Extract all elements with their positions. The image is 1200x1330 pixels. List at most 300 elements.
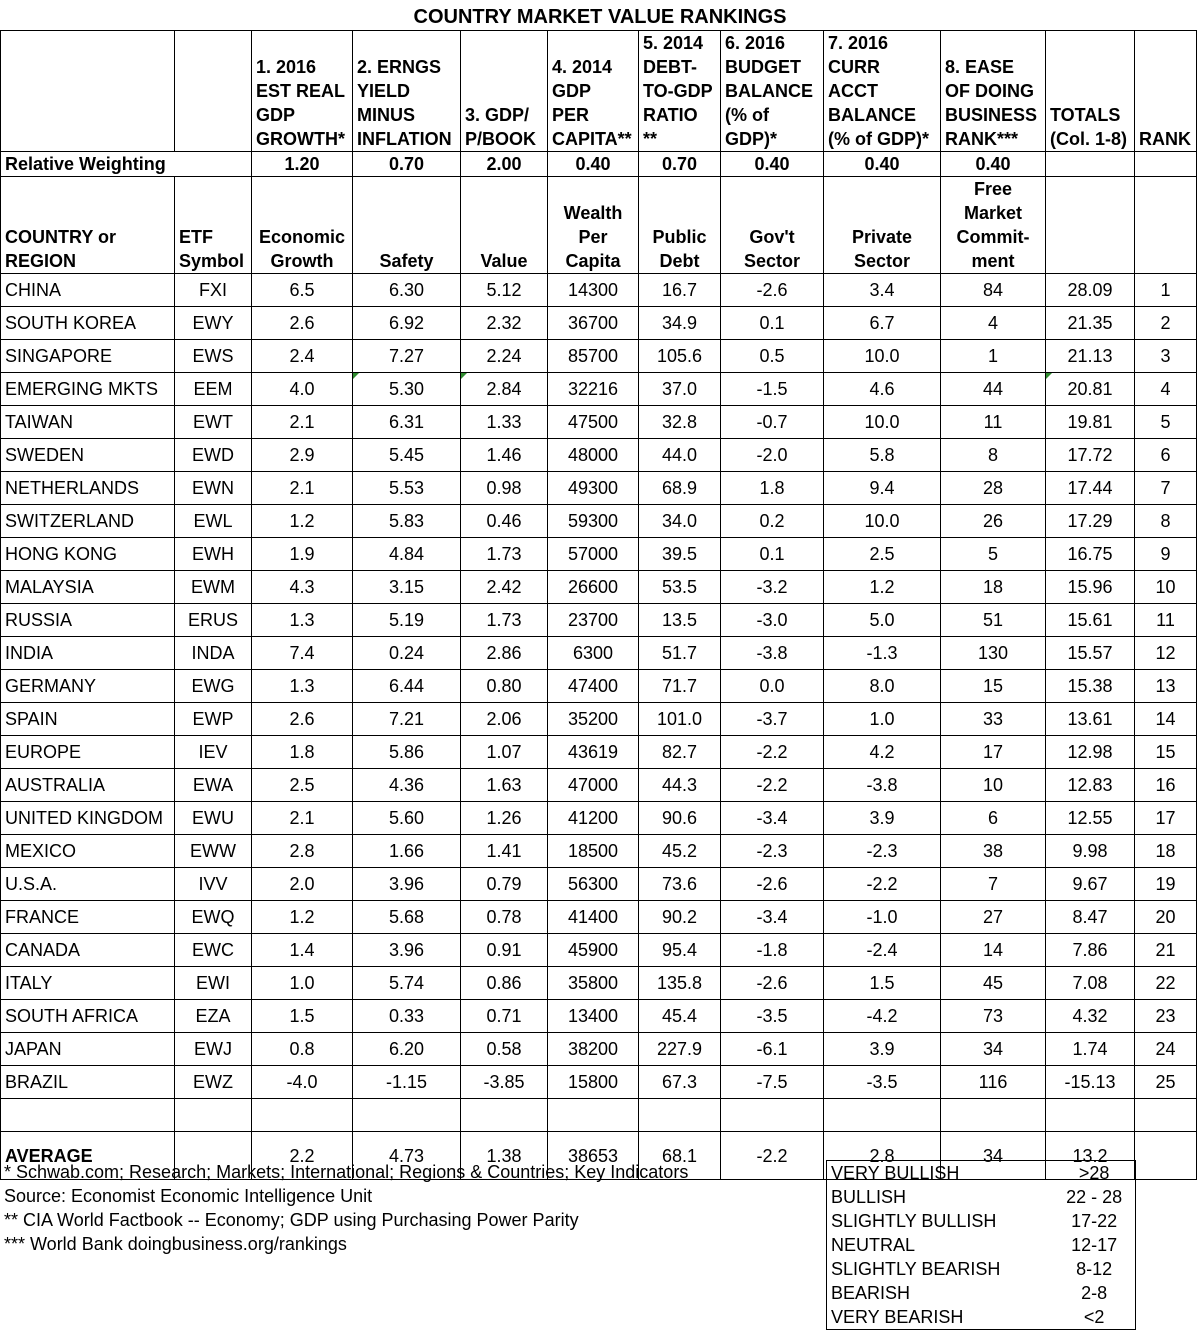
value-cell[interactable]: -3.0 <box>721 604 824 637</box>
value-cell[interactable]: 14 <box>1135 703 1197 736</box>
value-cell[interactable]: 26600 <box>548 571 639 604</box>
value-cell[interactable]: 116 <box>941 1066 1046 1099</box>
value-cell[interactable]: 21.13 <box>1046 340 1135 373</box>
value-cell[interactable]: 35200 <box>548 703 639 736</box>
value-cell[interactable]: 5.45 <box>353 439 461 472</box>
value-cell[interactable]: 1.0 <box>252 967 353 1000</box>
value-cell[interactable]: 47400 <box>548 670 639 703</box>
value-cell[interactable]: 26 <box>941 505 1046 538</box>
value-cell[interactable]: 45.2 <box>639 835 721 868</box>
value-cell[interactable]: 10 <box>1135 571 1197 604</box>
etf-cell[interactable]: INDA <box>175 637 252 670</box>
blank-cell[interactable] <box>175 1099 252 1132</box>
value-cell[interactable]: 90.2 <box>639 901 721 934</box>
value-cell[interactable]: -3.2 <box>721 571 824 604</box>
value-cell[interactable]: -1.8 <box>721 934 824 967</box>
subheader-economic-growth[interactable] <box>252 177 353 274</box>
value-cell[interactable]: 14 <box>941 934 1046 967</box>
value-cell[interactable]: 12.55 <box>1046 802 1135 835</box>
etf-cell[interactable]: EWG <box>175 670 252 703</box>
etf-cell[interactable]: EWD <box>175 439 252 472</box>
blank-cell[interactable] <box>548 1099 639 1132</box>
etf-cell[interactable]: EWP <box>175 703 252 736</box>
value-cell[interactable]: 34.0 <box>639 505 721 538</box>
country-cell[interactable]: SPAIN <box>1 703 175 736</box>
value-cell[interactable]: 12.98 <box>1046 736 1135 769</box>
value-cell[interactable]: 7.08 <box>1046 967 1135 1000</box>
subheader-wealth[interactable] <box>548 177 639 274</box>
country-cell[interactable]: AUSTRALIA <box>1 769 175 802</box>
value-cell[interactable]: 0.8 <box>252 1033 353 1066</box>
value-cell[interactable]: 16 <box>1135 769 1197 802</box>
value-cell[interactable]: -7.5 <box>721 1066 824 1099</box>
value-cell[interactable]: 90.6 <box>639 802 721 835</box>
value-cell[interactable]: 3.15 <box>353 571 461 604</box>
value-cell[interactable]: 51 <box>941 604 1046 637</box>
weight-cell[interactable]: 2.00 <box>461 152 548 177</box>
average-cell[interactable]: -2.2 <box>721 1132 824 1180</box>
value-cell[interactable]: 1.3 <box>252 604 353 637</box>
value-cell[interactable]: 2.5 <box>252 769 353 802</box>
value-cell[interactable]: 33 <box>941 703 1046 736</box>
value-cell[interactable]: 4 <box>1135 373 1197 406</box>
value-cell[interactable]: 0.80 <box>461 670 548 703</box>
value-cell[interactable]: 4.84 <box>353 538 461 571</box>
value-cell[interactable]: 1.63 <box>461 769 548 802</box>
value-cell[interactable]: 7 <box>1135 472 1197 505</box>
etf-cell[interactable]: EWC <box>175 934 252 967</box>
value-cell[interactable]: 135.8 <box>639 967 721 1000</box>
value-cell[interactable]: -4.0 <box>252 1066 353 1099</box>
value-cell[interactable]: -2.3 <box>721 835 824 868</box>
value-cell[interactable]: 23 <box>1135 1000 1197 1033</box>
value-cell[interactable]: 38 <box>941 835 1046 868</box>
header-gdp-growth[interactable] <box>252 31 353 152</box>
value-cell[interactable]: 15.57 <box>1046 637 1135 670</box>
value-cell[interactable]: 1.9 <box>252 538 353 571</box>
value-cell[interactable]: 10.0 <box>824 505 941 538</box>
value-cell[interactable]: 0.1 <box>721 307 824 340</box>
subheader-free-market[interactable] <box>941 177 1046 274</box>
value-cell[interactable]: 10 <box>941 769 1046 802</box>
value-cell[interactable]: 25 <box>1135 1066 1197 1099</box>
value-cell[interactable]: 101.0 <box>639 703 721 736</box>
value-cell[interactable]: 5.86 <box>353 736 461 769</box>
value-cell[interactable]: 2.86 <box>461 637 548 670</box>
weight-blank[interactable] <box>1046 152 1135 177</box>
value-cell[interactable]: 5 <box>941 538 1046 571</box>
subheader-safety[interactable] <box>353 177 461 274</box>
value-cell[interactable]: 6300 <box>548 637 639 670</box>
value-cell[interactable]: 2.84 <box>461 373 548 406</box>
value-cell[interactable]: 45.4 <box>639 1000 721 1033</box>
blank-cell[interactable] <box>353 1099 461 1132</box>
value-cell[interactable]: 3.9 <box>824 802 941 835</box>
value-cell[interactable]: -1.3 <box>824 637 941 670</box>
country-cell[interactable]: NETHERLANDS <box>1 472 175 505</box>
value-cell[interactable]: 22 <box>1135 967 1197 1000</box>
value-cell[interactable]: 2.1 <box>252 406 353 439</box>
value-cell[interactable]: 0.79 <box>461 868 548 901</box>
value-cell[interactable]: 2.6 <box>252 307 353 340</box>
value-cell[interactable]: -3.5 <box>721 1000 824 1033</box>
country-cell[interactable]: ITALY <box>1 967 175 1000</box>
value-cell[interactable]: 0.86 <box>461 967 548 1000</box>
value-cell[interactable]: 8 <box>941 439 1046 472</box>
value-cell[interactable]: 59300 <box>548 505 639 538</box>
value-cell[interactable]: 1.2 <box>824 571 941 604</box>
value-cell[interactable]: -3.8 <box>721 637 824 670</box>
header-curr-acct[interactable] <box>824 31 941 152</box>
country-cell[interactable]: GERMANY <box>1 670 175 703</box>
value-cell[interactable]: 19 <box>1135 868 1197 901</box>
value-cell[interactable]: 6 <box>1135 439 1197 472</box>
value-cell[interactable]: 6.5 <box>252 274 353 307</box>
value-cell[interactable]: 10.0 <box>824 340 941 373</box>
value-cell[interactable]: 0.24 <box>353 637 461 670</box>
value-cell[interactable]: -3.8 <box>824 769 941 802</box>
blank-cell[interactable] <box>252 1099 353 1132</box>
value-cell[interactable]: 9.67 <box>1046 868 1135 901</box>
etf-cell[interactable]: EWI <box>175 967 252 1000</box>
value-cell[interactable]: 1.8 <box>252 736 353 769</box>
value-cell[interactable]: 36700 <box>548 307 639 340</box>
value-cell[interactable]: 3 <box>1135 340 1197 373</box>
value-cell[interactable]: -2.4 <box>824 934 941 967</box>
value-cell[interactable]: 3.4 <box>824 274 941 307</box>
subheader-blank[interactable] <box>1135 177 1197 274</box>
value-cell[interactable]: 1.41 <box>461 835 548 868</box>
value-cell[interactable]: 10.0 <box>824 406 941 439</box>
value-cell[interactable]: 1.8 <box>721 472 824 505</box>
average-cell[interactable]: 2.8 <box>824 1132 941 1180</box>
value-cell[interactable]: 38200 <box>548 1033 639 1066</box>
value-cell[interactable]: 73.6 <box>639 868 721 901</box>
value-cell[interactable]: 6.30 <box>353 274 461 307</box>
country-cell[interactable]: CANADA <box>1 934 175 967</box>
value-cell[interactable]: 227.9 <box>639 1033 721 1066</box>
value-cell[interactable]: 105.6 <box>639 340 721 373</box>
country-cell[interactable]: FRANCE <box>1 901 175 934</box>
average-cell[interactable]: 1.38 <box>461 1132 548 1180</box>
value-cell[interactable]: 4 <box>941 307 1046 340</box>
value-cell[interactable]: 17 <box>1135 802 1197 835</box>
value-cell[interactable]: 17.44 <box>1046 472 1135 505</box>
value-cell[interactable]: 34.9 <box>639 307 721 340</box>
value-cell[interactable]: 3.96 <box>353 868 461 901</box>
header-gdp-per-capita[interactable] <box>548 31 639 152</box>
value-cell[interactable]: 47000 <box>548 769 639 802</box>
subheader-country[interactable] <box>1 177 175 274</box>
value-cell[interactable]: 41200 <box>548 802 639 835</box>
header-rank[interactable]: RANK <box>1135 31 1197 152</box>
value-cell[interactable]: 4.2 <box>824 736 941 769</box>
value-cell[interactable]: 12.83 <box>1046 769 1135 802</box>
value-cell[interactable]: 41400 <box>548 901 639 934</box>
value-cell[interactable]: 4.32 <box>1046 1000 1135 1033</box>
value-cell[interactable]: -2.2 <box>721 769 824 802</box>
value-cell[interactable]: 3.96 <box>353 934 461 967</box>
etf-cell[interactable]: EWS <box>175 340 252 373</box>
value-cell[interactable]: -1.5 <box>721 373 824 406</box>
header-debt-ratio[interactable] <box>639 31 721 152</box>
weighting-label[interactable]: Relative Weighting <box>1 152 252 177</box>
value-cell[interactable]: 48000 <box>548 439 639 472</box>
value-cell[interactable]: 2.06 <box>461 703 548 736</box>
value-cell[interactable]: 15.96 <box>1046 571 1135 604</box>
country-cell[interactable]: UNITED KINGDOM <box>1 802 175 835</box>
etf-cell[interactable]: EWL <box>175 505 252 538</box>
value-cell[interactable]: 47500 <box>548 406 639 439</box>
average-cell[interactable] <box>1135 1132 1197 1180</box>
value-cell[interactable]: 1.2 <box>252 901 353 934</box>
weight-cell[interactable]: 0.40 <box>721 152 824 177</box>
value-cell[interactable]: 5.60 <box>353 802 461 835</box>
etf-cell[interactable]: EWQ <box>175 901 252 934</box>
country-cell[interactable]: SINGAPORE <box>1 340 175 373</box>
country-cell[interactable]: U.S.A. <box>1 868 175 901</box>
value-cell[interactable]: 20.81 <box>1046 373 1135 406</box>
value-cell[interactable]: 0.2 <box>721 505 824 538</box>
value-cell[interactable]: 2 <box>1135 307 1197 340</box>
etf-cell[interactable]: EWY <box>175 307 252 340</box>
header-earnings-yield[interactable] <box>353 31 461 152</box>
value-cell[interactable]: 37.0 <box>639 373 721 406</box>
blank-cell[interactable] <box>1046 1099 1135 1132</box>
value-cell[interactable]: 32.8 <box>639 406 721 439</box>
etf-cell[interactable]: EWT <box>175 406 252 439</box>
value-cell[interactable]: 5.68 <box>353 901 461 934</box>
weight-cell[interactable]: 0.40 <box>941 152 1046 177</box>
value-cell[interactable]: -2.6 <box>721 967 824 1000</box>
value-cell[interactable]: 18500 <box>548 835 639 868</box>
value-cell[interactable]: 9.98 <box>1046 835 1135 868</box>
value-cell[interactable]: 6.92 <box>353 307 461 340</box>
value-cell[interactable]: 6.44 <box>353 670 461 703</box>
value-cell[interactable]: 19.81 <box>1046 406 1135 439</box>
value-cell[interactable]: 16.75 <box>1046 538 1135 571</box>
value-cell[interactable]: -2.0 <box>721 439 824 472</box>
value-cell[interactable]: 49300 <box>548 472 639 505</box>
value-cell[interactable]: 2.1 <box>252 802 353 835</box>
country-cell[interactable]: SOUTH AFRICA <box>1 1000 175 1033</box>
value-cell[interactable]: 13400 <box>548 1000 639 1033</box>
value-cell[interactable]: 6.31 <box>353 406 461 439</box>
value-cell[interactable]: 8.0 <box>824 670 941 703</box>
country-cell[interactable]: EMERGING MKTS <box>1 373 175 406</box>
value-cell[interactable]: 67.3 <box>639 1066 721 1099</box>
value-cell[interactable]: 17.29 <box>1046 505 1135 538</box>
value-cell[interactable]: 51.7 <box>639 637 721 670</box>
value-cell[interactable]: 0.58 <box>461 1033 548 1066</box>
value-cell[interactable]: 6.7 <box>824 307 941 340</box>
value-cell[interactable]: 1.2 <box>252 505 353 538</box>
value-cell[interactable]: 24 <box>1135 1033 1197 1066</box>
value-cell[interactable]: 7 <box>941 868 1046 901</box>
value-cell[interactable]: 4.36 <box>353 769 461 802</box>
value-cell[interactable]: 4.0 <box>252 373 353 406</box>
value-cell[interactable]: 15800 <box>548 1066 639 1099</box>
value-cell[interactable]: 0.5 <box>721 340 824 373</box>
value-cell[interactable]: 5.0 <box>824 604 941 637</box>
etf-cell[interactable]: EWA <box>175 769 252 802</box>
value-cell[interactable]: 28 <box>941 472 1046 505</box>
value-cell[interactable]: 2.0 <box>252 868 353 901</box>
etf-cell[interactable]: EWU <box>175 802 252 835</box>
value-cell[interactable]: 1.73 <box>461 604 548 637</box>
etf-cell[interactable]: FXI <box>175 274 252 307</box>
average-cell[interactable]: 34 <box>941 1132 1046 1180</box>
value-cell[interactable]: 0.33 <box>353 1000 461 1033</box>
value-cell[interactable]: 21 <box>1135 934 1197 967</box>
subheader-etf[interactable] <box>175 177 252 274</box>
value-cell[interactable]: 23700 <box>548 604 639 637</box>
value-cell[interactable]: 44.3 <box>639 769 721 802</box>
value-cell[interactable]: -2.2 <box>824 868 941 901</box>
value-cell[interactable]: 16.7 <box>639 274 721 307</box>
value-cell[interactable]: 7.86 <box>1046 934 1135 967</box>
value-cell[interactable]: 2.32 <box>461 307 548 340</box>
value-cell[interactable]: 34 <box>941 1033 1046 1066</box>
value-cell[interactable]: 11 <box>1135 604 1197 637</box>
etf-cell[interactable]: EWN <box>175 472 252 505</box>
value-cell[interactable]: 8.47 <box>1046 901 1135 934</box>
value-cell[interactable]: 1.74 <box>1046 1033 1135 1066</box>
value-cell[interactable]: 15.38 <box>1046 670 1135 703</box>
country-cell[interactable]: MEXICO <box>1 835 175 868</box>
country-cell[interactable]: TAIWAN <box>1 406 175 439</box>
value-cell[interactable]: 12 <box>1135 637 1197 670</box>
value-cell[interactable]: 1.5 <box>824 967 941 1000</box>
value-cell[interactable]: 2.9 <box>252 439 353 472</box>
blank-cell[interactable] <box>824 1099 941 1132</box>
value-cell[interactable]: 4.6 <box>824 373 941 406</box>
value-cell[interactable]: 2.4 <box>252 340 353 373</box>
country-cell[interactable]: EUROPE <box>1 736 175 769</box>
weight-cell[interactable]: 0.40 <box>824 152 941 177</box>
value-cell[interactable]: 28.09 <box>1046 274 1135 307</box>
value-cell[interactable]: 44 <box>941 373 1046 406</box>
etf-cell[interactable]: EWJ <box>175 1033 252 1066</box>
value-cell[interactable]: -0.7 <box>721 406 824 439</box>
value-cell[interactable]: 27 <box>941 901 1046 934</box>
value-cell[interactable]: 1.4 <box>252 934 353 967</box>
value-cell[interactable]: 9 <box>1135 538 1197 571</box>
etf-cell[interactable]: EWM <box>175 571 252 604</box>
value-cell[interactable]: 35800 <box>548 967 639 1000</box>
value-cell[interactable]: 5 <box>1135 406 1197 439</box>
value-cell[interactable]: 1 <box>1135 274 1197 307</box>
subheader-value[interactable] <box>461 177 548 274</box>
value-cell[interactable]: 68.9 <box>639 472 721 505</box>
header-gdp-pbook[interactable] <box>461 31 548 152</box>
value-cell[interactable]: 0.71 <box>461 1000 548 1033</box>
header-totals[interactable] <box>1046 31 1135 152</box>
average-cell[interactable]: 13.2 <box>1046 1132 1135 1180</box>
etf-cell[interactable]: IVV <box>175 868 252 901</box>
value-cell[interactable]: 2.5 <box>824 538 941 571</box>
value-cell[interactable]: -6.1 <box>721 1033 824 1066</box>
value-cell[interactable]: -3.85 <box>461 1066 548 1099</box>
value-cell[interactable]: 5.12 <box>461 274 548 307</box>
value-cell[interactable]: 84 <box>941 274 1046 307</box>
value-cell[interactable]: 7.27 <box>353 340 461 373</box>
weight-cell[interactable]: 0.40 <box>548 152 639 177</box>
value-cell[interactable]: 2.1 <box>252 472 353 505</box>
value-cell[interactable]: -2.3 <box>824 835 941 868</box>
value-cell[interactable]: 45900 <box>548 934 639 967</box>
average-label[interactable]: AVERAGE <box>1 1132 175 1180</box>
value-cell[interactable]: 5.74 <box>353 967 461 1000</box>
etf-cell[interactable]: ERUS <box>175 604 252 637</box>
value-cell[interactable]: 0.78 <box>461 901 548 934</box>
value-cell[interactable]: 0.46 <box>461 505 548 538</box>
value-cell[interactable]: -1.0 <box>824 901 941 934</box>
value-cell[interactable]: 1 <box>941 340 1046 373</box>
value-cell[interactable]: 8 <box>1135 505 1197 538</box>
average-cell[interactable]: 2.2 <box>252 1132 353 1180</box>
blank-cell[interactable] <box>1 1099 175 1132</box>
value-cell[interactable]: 5.30 <box>353 373 461 406</box>
blank-cell[interactable] <box>461 1099 548 1132</box>
value-cell[interactable]: 56300 <box>548 868 639 901</box>
average-cell[interactable]: 68.1 <box>639 1132 721 1180</box>
value-cell[interactable]: 7.4 <box>252 637 353 670</box>
value-cell[interactable]: 15 <box>941 670 1046 703</box>
value-cell[interactable]: 17.72 <box>1046 439 1135 472</box>
value-cell[interactable]: 1.0 <box>824 703 941 736</box>
value-cell[interactable]: -4.2 <box>824 1000 941 1033</box>
weight-blank[interactable] <box>1135 152 1197 177</box>
country-cell[interactable]: RUSSIA <box>1 604 175 637</box>
weight-cell[interactable]: 0.70 <box>639 152 721 177</box>
blank-cell[interactable] <box>1135 1099 1197 1132</box>
value-cell[interactable]: -2.6 <box>721 274 824 307</box>
value-cell[interactable]: 1.26 <box>461 802 548 835</box>
country-cell[interactable]: INDIA <box>1 637 175 670</box>
etf-cell[interactable]: EEM <box>175 373 252 406</box>
value-cell[interactable]: 11 <box>941 406 1046 439</box>
value-cell[interactable]: 20 <box>1135 901 1197 934</box>
subheader-blank[interactable] <box>1046 177 1135 274</box>
value-cell[interactable]: 71.7 <box>639 670 721 703</box>
blank-cell[interactable] <box>721 1099 824 1132</box>
value-cell[interactable]: 39.5 <box>639 538 721 571</box>
value-cell[interactable]: -3.4 <box>721 901 824 934</box>
value-cell[interactable]: 1.46 <box>461 439 548 472</box>
value-cell[interactable]: 5.83 <box>353 505 461 538</box>
average-cell[interactable]: 4.73 <box>353 1132 461 1180</box>
value-cell[interactable]: 95.4 <box>639 934 721 967</box>
value-cell[interactable]: 18 <box>1135 835 1197 868</box>
weight-cell[interactable]: 0.70 <box>353 152 461 177</box>
value-cell[interactable]: 15 <box>1135 736 1197 769</box>
value-cell[interactable]: -3.7 <box>721 703 824 736</box>
value-cell[interactable]: 0.91 <box>461 934 548 967</box>
value-cell[interactable]: 82.7 <box>639 736 721 769</box>
value-cell[interactable]: 5.8 <box>824 439 941 472</box>
country-cell[interactable]: SWITZERLAND <box>1 505 175 538</box>
value-cell[interactable]: 14300 <box>548 274 639 307</box>
value-cell[interactable]: 5.53 <box>353 472 461 505</box>
etf-cell[interactable]: EWZ <box>175 1066 252 1099</box>
value-cell[interactable]: 13.5 <box>639 604 721 637</box>
subheader-govt-sector[interactable] <box>721 177 824 274</box>
value-cell[interactable]: 130 <box>941 637 1046 670</box>
header-budget-balance[interactable] <box>721 31 824 152</box>
value-cell[interactable]: -3.4 <box>721 802 824 835</box>
value-cell[interactable]: 73 <box>941 1000 1046 1033</box>
